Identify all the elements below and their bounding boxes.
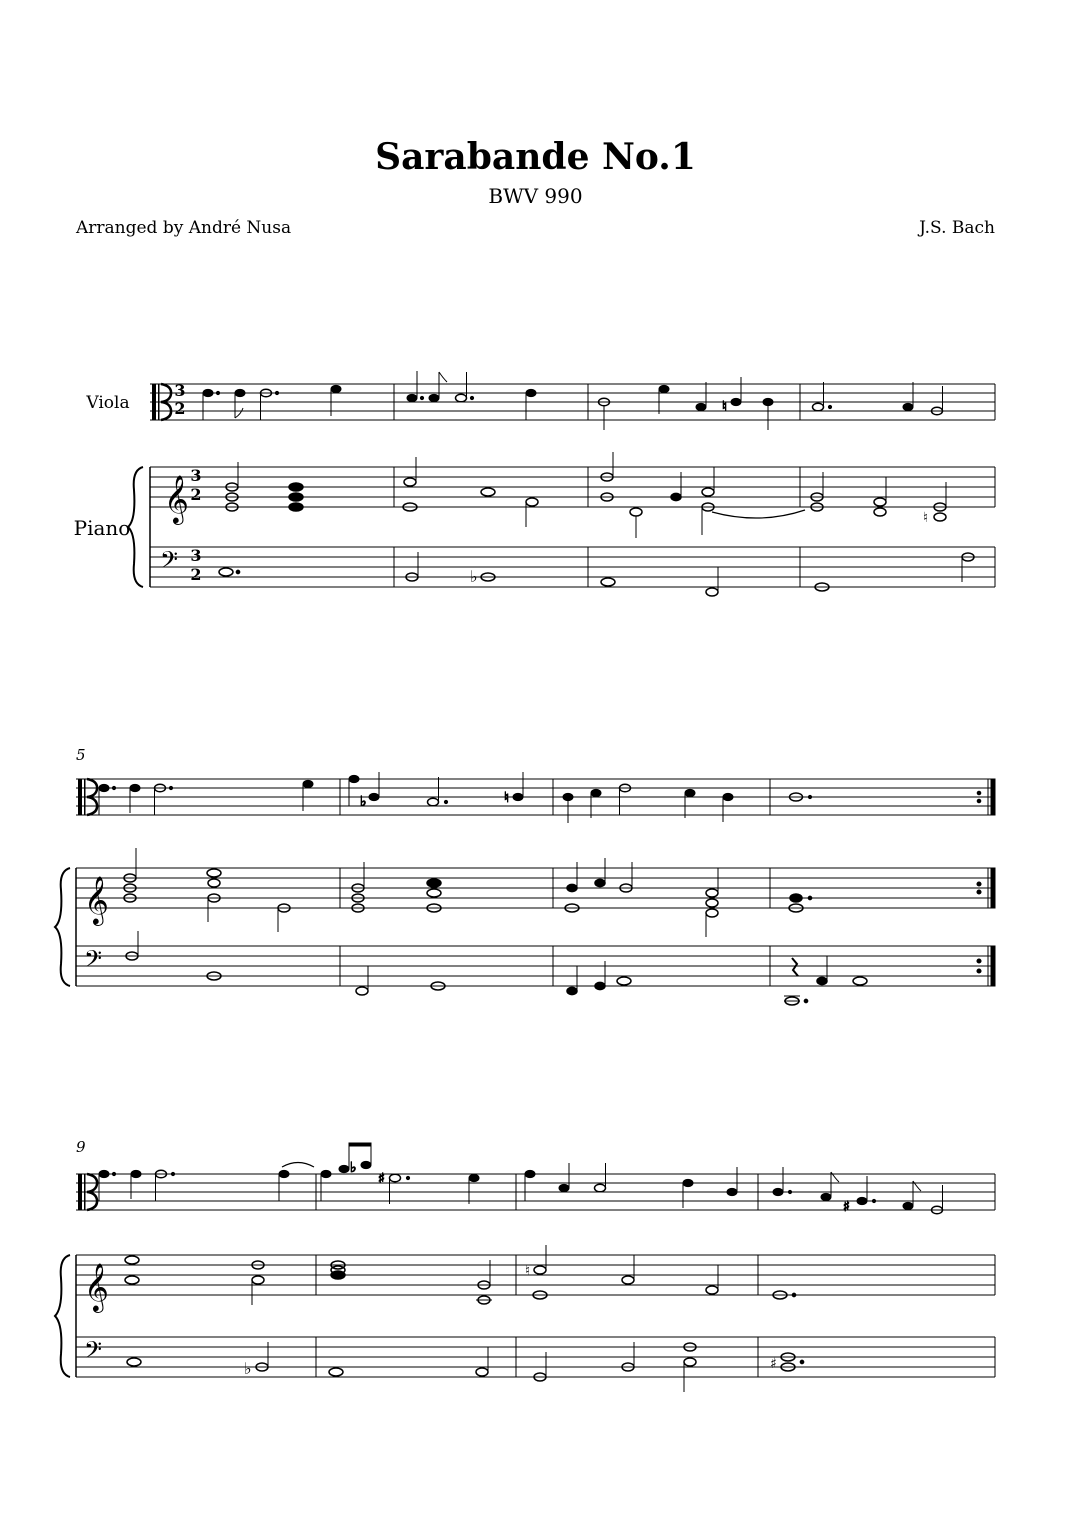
svg-text:♯: ♯ bbox=[770, 1356, 777, 1372]
svg-text:2: 2 bbox=[190, 485, 202, 504]
treble-clef-icon: 𝄞 bbox=[84, 875, 109, 924]
piano-treble-notes-system-2 bbox=[124, 848, 981, 937]
system-3 bbox=[55, 1138, 995, 1392]
piano-treble-staff bbox=[150, 467, 995, 507]
piano-brace bbox=[55, 868, 70, 986]
piano-bass-notes-system-1 bbox=[219, 552, 974, 596]
piano-brace bbox=[55, 1255, 70, 1377]
treble-clef-icon: 𝄞 bbox=[84, 1262, 109, 1311]
system-1 bbox=[74, 371, 995, 596]
svg-text:♭: ♭ bbox=[244, 1359, 252, 1378]
instrument-label-piano: Piano bbox=[73, 516, 131, 540]
viola-notes-system-1 bbox=[203, 371, 943, 430]
composer-credit: J.S. Bach bbox=[919, 218, 995, 238]
viola-notes-system-3 bbox=[99, 1143, 943, 1215]
svg-text:2: 2 bbox=[174, 399, 186, 418]
bass-clef-icon: 𝄢 bbox=[84, 945, 103, 978]
svg-text:♭: ♭ bbox=[350, 1160, 357, 1176]
piano-treble-staff bbox=[76, 1255, 995, 1295]
arranger-credit: Arranged by André Nusa bbox=[76, 218, 292, 238]
catalog-number: BWV 990 bbox=[488, 184, 583, 208]
svg-text:♮: ♮ bbox=[525, 1263, 531, 1279]
svg-text:♭: ♭ bbox=[470, 567, 478, 586]
svg-text:♮: ♮ bbox=[722, 399, 728, 415]
time-signature-treble bbox=[190, 466, 201, 504]
measure-number: 5 bbox=[76, 746, 86, 764]
time-signature-bass bbox=[190, 546, 201, 584]
svg-text:♯: ♯ bbox=[378, 1171, 385, 1187]
piece-title: Sarabande No.1 bbox=[375, 136, 696, 178]
svg-text:♮: ♮ bbox=[504, 790, 510, 806]
svg-text:3: 3 bbox=[174, 381, 186, 400]
bass-clef-icon: 𝄢 bbox=[160, 546, 179, 579]
svg-text:♮: ♮ bbox=[923, 510, 929, 526]
viola-staff bbox=[76, 1174, 995, 1210]
svg-text:♯: ♯ bbox=[843, 1199, 850, 1215]
system-2 bbox=[55, 746, 995, 1005]
svg-text:♭: ♭ bbox=[360, 794, 367, 810]
instrument-label-viola: Viola bbox=[86, 393, 130, 413]
piano-bass-staff bbox=[150, 467, 995, 587]
viola-staff bbox=[76, 779, 995, 815]
time-signature bbox=[174, 381, 185, 418]
piano-bass-staff bbox=[76, 868, 995, 986]
svg-text:3: 3 bbox=[190, 546, 202, 565]
bass-clef-icon: 𝄢 bbox=[84, 1336, 103, 1369]
viola-staff bbox=[150, 384, 995, 420]
treble-clef-icon: 𝄞 bbox=[164, 474, 189, 523]
svg-text:3: 3 bbox=[190, 466, 202, 485]
piano-treble-notes-system-1 bbox=[226, 452, 946, 538]
measure-number: 9 bbox=[76, 1138, 86, 1156]
svg-text:2: 2 bbox=[190, 565, 202, 584]
